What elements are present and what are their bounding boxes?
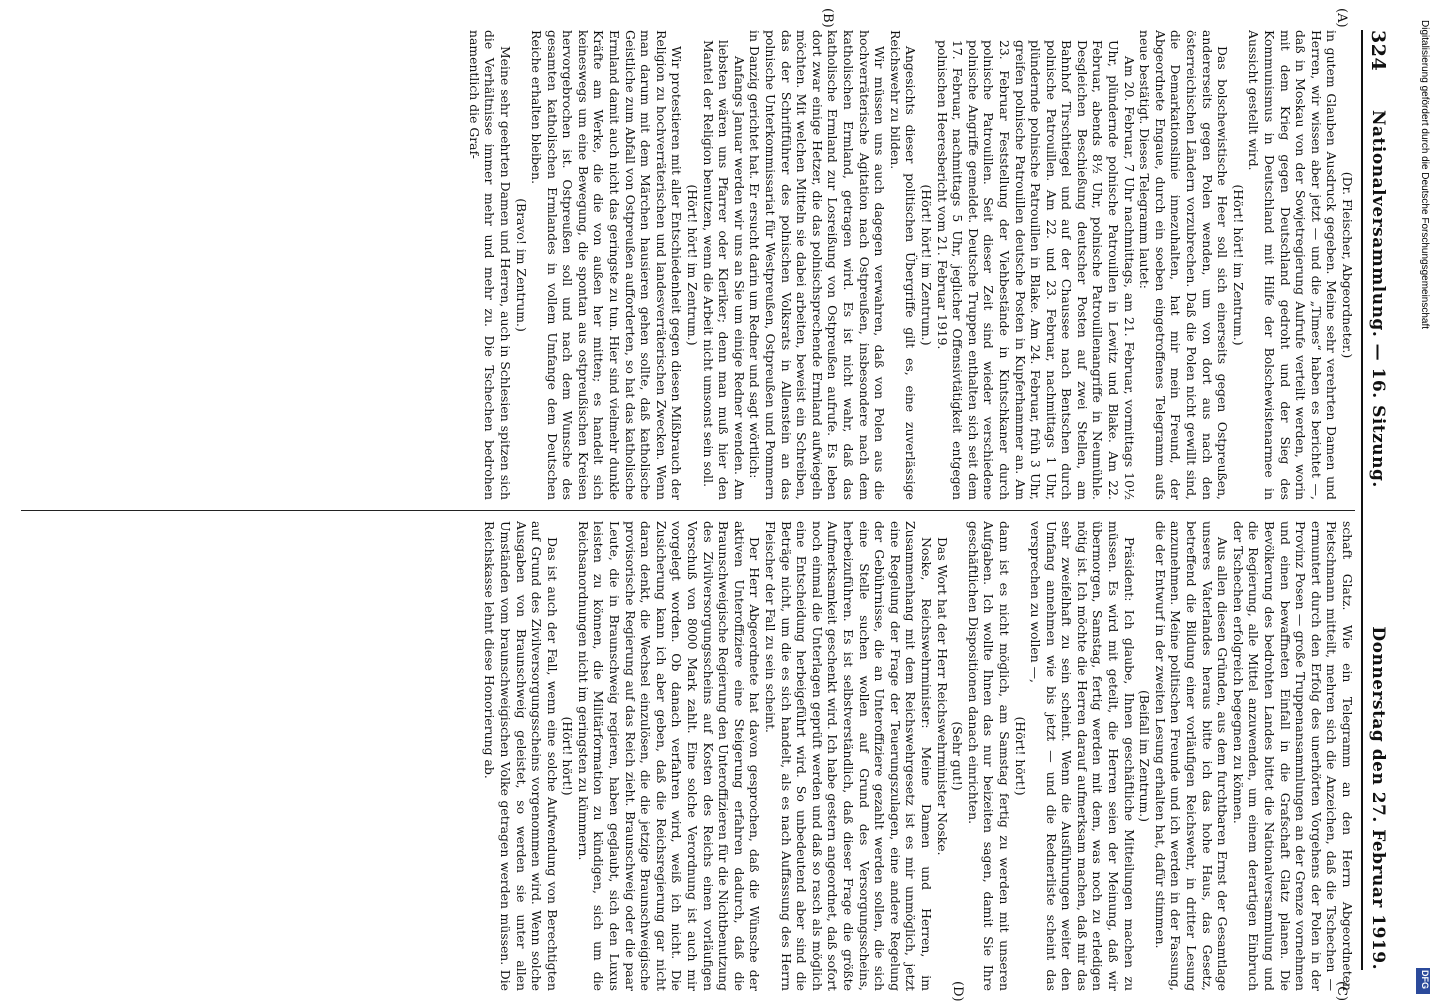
- interjection: (Hört! hört! im Zentrum.): [918, 184, 934, 346]
- paragraph: Wir protestieren mit aller Entschiedenheit gegen diesen Mißbrauch der Religion zu hochverräterischen und landesverräterischen Zwecken. Wenn man darum mit dem Märchen hausieren gehen sollte, daß katholische Geistliche zum Abfall von Ostpreußen aufforderten, so hat das katholische Ermland damit auch nicht das geringste zu tun. Hier sind vielmehr dunkle Kräfte am Werke, die die von außen her mitten; es handelt sich keineswegs um eine Bewegung, die spontan aus ostpreußischen Kreisen hervorgebrochen ist. Ostpreußen soll und nach dem Wunsche des gesamten katholischen Ermlandes in vollem Umfange dem Deutschen Reiche erhalten bleiben.: [529, 30, 685, 500]
- paragraph: in gutem Glauben Ausdruck gegeben. Meine sehr verehrten Damen und Herren, wir wissen aber jetzt — und die „Times“ haben es berichtet —, daß in Moskau von der Sowjetregierung Aufrufe verteilt werden, worin mit dem Krieg gegen Deutschland gedroht und der Sieg des Kommunismus in Deutschland mit Hilfe der Bolschewistenarmee in Aussicht gestellt wird.: [1246, 30, 1340, 500]
- interjection: (Hört! hört!): [560, 716, 576, 796]
- right-column: [21, 521, 1355, 991]
- document-page: [15, 0, 1395, 1000]
- margin-marker-a: (A): [1334, 8, 1349, 28]
- margin-marker-d: (D): [950, 981, 965, 1002]
- paragraph: Aus allen diesen Gründen, aus dem furchtbaren Ernst der Gesamtlage unseres Vaterlandes heraus bitte ich das hohe Haus, das Gesetz, betreffend die Bildung einer vorläufigen Reichswehr, in dritter Lesung anzunehmen. Meine politischen Freunde und ich werden in der Fassung, die der Entwurf in der zweiten Lesung erhalten hat, dafür stimmen.: [1152, 521, 1231, 991]
- margin-marker-c: (C): [1334, 981, 1349, 1002]
- credit-text: Digitalisierung gefördert durch die Deutsche Forschungsgemeinschaft: [1419, 20, 1430, 330]
- page-header: [1361, 30, 1391, 970]
- quote: Anfangs Januar werden wir uns an Sie um einige Redner wenden. Am liebsten wären uns Pfarrer oder Kleriker; denn man muß hier den Mantel der Religion benutzen, wenn die Arbeit nicht umsonst sein soll.: [700, 40, 747, 500]
- paragraph: schaft Glatz. Wie ein Telegramm an den Herrn Abgeordneten Pietschmann mitteilt, mehren sich die Anzeichen, daß die Tschechen — ermuntert durch den Erfolg des unerhörten Vorgehens der Polen in der Provinz Posen — große Truppenansammlungen an der Grenze vornehmen und einen bewaffneten Einfall in die Grafschaft Glatz planen. Die Bevölkerung des bedrohten Landes bittet die Nationalversammlung und die Regierung, alle Mittel anzuwenden, um einem derartigen Einbruch der Tschechen erfolgreich begegnen zu können.: [1230, 521, 1355, 991]
- interjection: (Bravo! im Zentrum.): [513, 198, 529, 332]
- paragraph: Das bolschewistische Heer soll sich einerseits gegen Ostpreußen, andererseits gegen Polen wenden, um von dort aus nach den österreichischen Ländern vorzubrechen. Daß die Polen nicht gewillt sind, die Demarkationslinie innezuhalten, hat mir mein Freund, der Abgeordnete Engaue, durch ein soeben eingetroffenes Telegramm aufs neue bestätigt. Dieses Telegramm lautet:: [1137, 30, 1231, 500]
- column-divider: [21, 510, 1355, 511]
- interjection: (Hört! hört! im Zentrum.): [685, 184, 701, 346]
- interjection: (Hört! hört! im Zentrum.): [1230, 184, 1246, 346]
- digitization-credit: [1416, 20, 1430, 995]
- paragraph: Noske, Reichswehrminister: Meine Damen und Herren, im Zusammenhang mit dem Reichswehrgesetz ist es mir unmöglich, jetzt eine Regelung der Frage der Teuerungszulagen, eine andere Regelung der Gebührnisse, die an Unteroffiziere gezahlt werden sollen, die sich eine Stelle suchen wollen auf Grund des Versorgungsscheins, herbeizuführen. Es ist selbstverständlich, daß dieser Frage die größte Aufmerksamkeit geschenkt wird. Ich habe gestern angeordnet, daß sofort noch einmal die Unterlagen geprüft werden und daß so rasch als möglich eine Entscheidung herbeigeführt wird. So unbedeutend aber sind die Beträge nicht, um die es sich handelt, als es nach Auffassung des Herrn Fleischer der Fall zu sein scheint.: [763, 521, 934, 991]
- paragraph: dann ist es nicht möglich, am Samstag fertig zu werden mit unseren Aufgaben. Ich wollte Ihnen das nur beizeiten sagen, damit Sie Ihre geschäftlichen Dispositionen danach einrichten.: [965, 521, 1012, 991]
- paragraph: Der Herr Abgeordnete hat davon gesprochen, daß die Wünsche der aktiven Unteroffiziere eine Steigerung erfahren dadurch, daß die Braunschweigische Regierung den Unteroffizieren für die Nichtbenutzung des Zivilversorgungsscheins auf Kosten des Reichs einen vorläufigen Vorschuß von 8000 Mark zahlt. Eine solche Verordnung ist auch mir vorgelegt worden. Ob danach verfahren wird, weiß ich nicht. Die Zusicherung kann ich aber geben, daß die Reichsregierung gar nicht daran denkt, die Wechsel einzulösen, die die jetzige Braunschweigische provisorische Regierung auf das Reich zieht. Braunschweig oder die paar Leute, die in Braunschweig regieren, haben geglaubt, sich den Luxus leisten zu können, die Militärformation zu kündigen, sich um die Reichsanordnungen nicht im geringsten zu kümmern.: [575, 521, 763, 991]
- interjection: (Sehr gut!): [950, 721, 966, 791]
- session-date: Donnerstag den 27. Februar 1919.: [1368, 626, 1388, 970]
- left-column: [21, 30, 1355, 500]
- paragraph: Angesichts dieser politischen Übergriffe gilt es, eine zuverlässige Reichswehr zu bilden.: [887, 30, 919, 500]
- interjection: (Hört! hört!): [1012, 716, 1028, 796]
- paragraph: Wir müssen uns auch dagegen verwahren, daß von Polen aus die hochverräterische Agitation nach Ostpreußen, insbesondere nach dem katholischen Ermland, getragen wird. Es ist nicht wahr, daß das katholische Ermland zur Losreißung von Ostpreußen aufrufe. Es leben dort zwar einige Hetzer, die das polnischsprechende Ermland aufwiegeln möchten. Mit welchen Mitteln sie dabei arbeiten, beweist ein Schreiben, das der Schriftführer des polnischen Volksrats in Allenstein an das polnische Unterkommissariat für Westpreußen, Ostpreußen und Pommern in Danzig gerichtet hat. Er ersucht darin um Redner und sagt wörtlich:: [747, 30, 888, 500]
- paragraph: Das Wort hat der Herr Reichswehrminister Noske.: [934, 537, 950, 856]
- speaker-line: (Dr. Fleischer, Abgeordneter.): [1340, 171, 1355, 359]
- session-title: Nationalversammlung. — 16. Sitzung.: [1368, 110, 1388, 488]
- paragraph: Das ist auch der Fall, wenn eine solche Aufwendung von Berechtigten auf Grund des Zivilversorgungsscheins vorgenommen wird. Wenn solche Ausgaben von Braunschweig geleistet, so werden sie unter allen Umständen vom braunschweigischen Volke getragen werden müssen. Die Reichskasse lehnt diese Honorierung ab.: [482, 521, 560, 991]
- page-number: 324: [1367, 30, 1389, 72]
- dfg-logo-text: DFG: [1420, 970, 1430, 989]
- paragraph: Präsident: Ich glaube, Ihnen geschäftliche Mitteilungen machen zu müssen. Es wird mit geteilt, die Herren seien der Meinung, daß wir übermorgen, Samstag, fertig werden mit dem, was noch zu erledigen nötig ist. Ich möchte die Herren darauf aufmerksam machen, daß mir das sehr zweifelhaft zu sein scheint. Wenn die Ausführungen weiter den Umfang annehmen wie bis jetzt — und die Rednerliste scheint das versprechen zu wollen —,: [1028, 521, 1137, 991]
- dfg-logo: [1416, 968, 1430, 994]
- margin-marker-b: (B): [820, 8, 835, 28]
- paragraph: Meine sehr geehrten Damen und Herren, auch in Schlesien spitzen sich die Verhältnisse immer mehr und mehr zu. Die Tschechen bedrohen namentlich die Graf-: [466, 30, 513, 500]
- interjection: (Beifall im Zentrum.): [1137, 689, 1153, 823]
- telegram-quote: Am 20. Februar, 7 Uhr nachmittags, am 21. Februar, vormittags 10½ Uhr, plündernde polnische Patrouillen in Lewitz und Blake. Am 22. Februar, abends 8½ Uhr, polnische Patrouillenangriffe in Neumühle. Desgleichen Beschießung deutscher Posten auf zwei Stellen, am Bahnhof Tirschtiegel und auf der Chaussee nach Bentschen durch polnische Patrouillen. Am 22. und 23. Februar, nachmittags 1 Uhr, plündernde polnische Patrouillen in Blake. Am 24. Februar, früh 3 Uhr, greifen polnische Patrouillen deutsche Posten in Kupferhammer an. Am 23. Februar Feststellung der Viehbestände in Kintschkaner durch polnische Patrouillen. Seit dieser Zeit sind wieder verschiedene polnische Angriffe gemeldet. Deutsche Truppen enthalten sich seit dem 17. Februar, nachmittags 5 Uhr, jeglicher Offensivtätigkeit entgegen polnischen Heeresbericht vom 21. Februar 1919.: [934, 40, 1137, 500]
